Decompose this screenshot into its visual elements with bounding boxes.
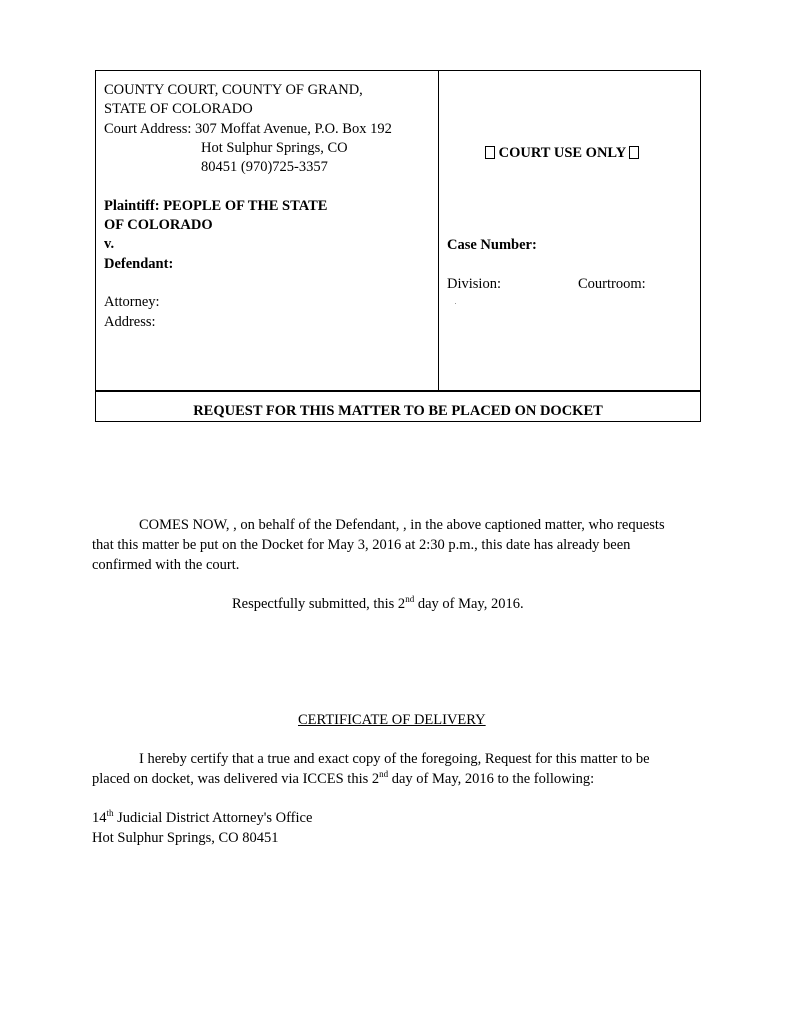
submitted-line: Respectfully submitted, this 2nd day of May, 2016. — [232, 594, 524, 612]
recipient-office: 14th Judicial District Attorney's Office — [92, 808, 313, 826]
certificate-line2: placed on docket, was delivered via ICCES this 2nd day of May, 2016 to the following: — [92, 769, 595, 787]
document-title-row — [96, 390, 700, 421]
document-title: REQUEST FOR THIS MATTER TO BE PLACED ON DOCKET — [193, 403, 603, 419]
plaintiff-line1: Plaintiff: PEOPLE OF THE STATE — [104, 198, 328, 214]
box-glyph-icon — [629, 146, 639, 159]
versus-label: v. — [104, 236, 115, 252]
court-use-only-label: COURT USE ONLY — [485, 144, 639, 163]
court-name-line1: COUNTY COURT, COUNTY OF GRAND, — [104, 82, 363, 98]
court-address-line2: Hot Sulphur Springs, CO — [201, 140, 348, 156]
defendant-label: Defendant: — [104, 256, 174, 272]
certificate-line1: I hereby certify that a true and exact copy of the foregoing, Request for this matter to be — [139, 751, 650, 767]
box-glyph-icon — [485, 146, 495, 159]
court-address-line3: 80451 (970)725-3357 — [201, 159, 328, 175]
stray-mark — [455, 303, 456, 304]
court-address-line1: Court Address: 307 Moffat Avenue, P.O. Box 192 — [104, 121, 392, 137]
courtroom-label: Courtroom: — [578, 276, 646, 292]
attorney-label: Attorney: — [104, 294, 160, 310]
body-paragraph-line2: that this matter be put on the Docket for May 3, 2016 at 2:30 p.m., this date has already been — [92, 537, 631, 553]
certificate-heading: CERTIFICATE OF DELIVERY — [298, 712, 486, 728]
case-number-label: Case Number: — [447, 237, 537, 253]
caption-left-cell — [96, 71, 439, 390]
caption-box — [95, 70, 701, 422]
recipient-city: Hot Sulphur Springs, CO 80451 — [92, 830, 279, 846]
plaintiff-line2: OF COLORADO — [104, 217, 213, 233]
body-paragraph-line3: confirmed with the court. — [92, 557, 240, 573]
address-label: Address: — [104, 314, 156, 330]
body-paragraph-line1: COMES NOW, , on behalf of the Defendant, , in the above captioned matter, who requests — [139, 517, 665, 533]
court-name-line2: STATE OF COLORADO — [104, 101, 253, 117]
division-label: Division: — [447, 276, 501, 292]
caption-right-cell — [439, 71, 700, 390]
